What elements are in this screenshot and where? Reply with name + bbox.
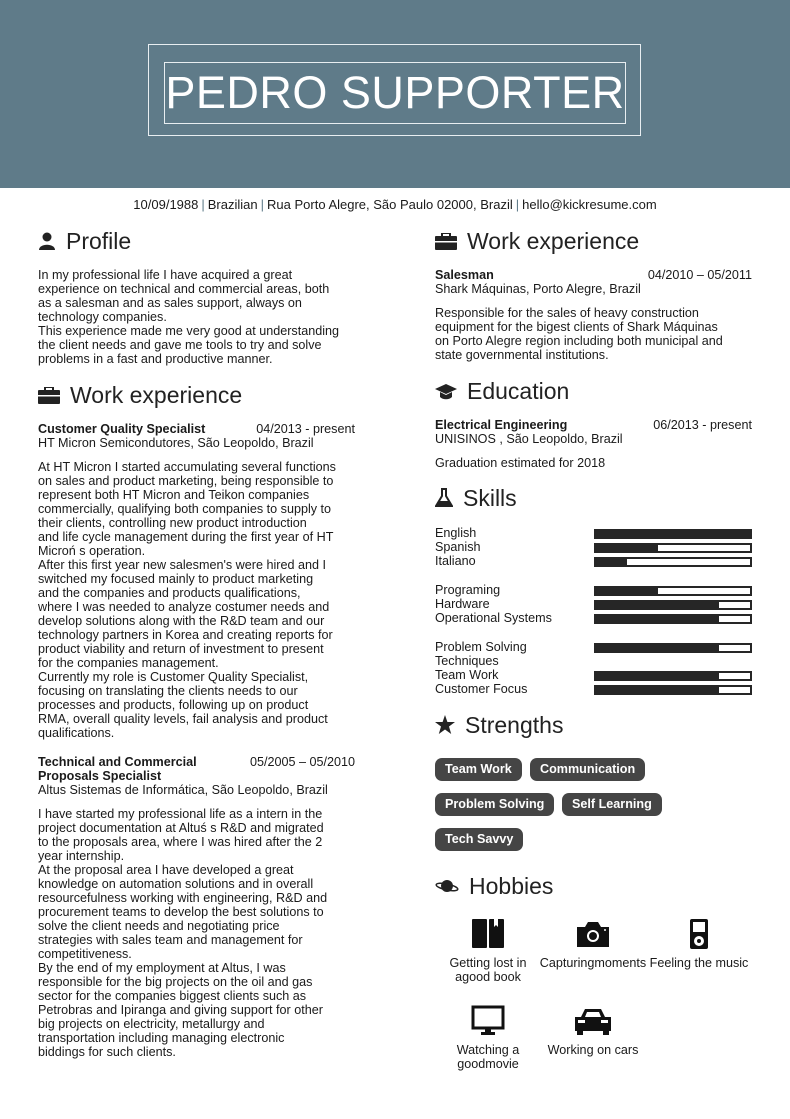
hobby-label: Getting lost in a [449, 956, 527, 984]
skill-label: Hardware [435, 597, 490, 611]
skill-level-bar [594, 586, 752, 596]
nationality: Brazilian [207, 197, 258, 212]
skill-name [435, 554, 476, 568]
work-title-right: Work experience [467, 227, 640, 254]
text-line: qualifications. [38, 726, 115, 740]
hobby-item [644, 918, 754, 970]
text-line: on Porto Alegre region including both municipal and [435, 334, 723, 348]
work-heading-left [38, 381, 242, 409]
text-line: solve the client needs and negotiating price [38, 919, 280, 933]
hobby-label: Working on cars [547, 1043, 639, 1057]
text-line: At the proposal area I have developed a great [38, 863, 294, 877]
text-line: commercially, qualifying both companies to supply to [38, 502, 332, 516]
skill-level-fill [596, 559, 627, 565]
text-line: sector for the companies biggest clients such as [38, 989, 307, 1003]
job-entry [38, 755, 355, 1059]
job-title: Customer Quality Specialist [38, 422, 206, 436]
job-dates: 05/2005 – 05/2010 [249, 755, 355, 769]
car-icon [573, 1005, 613, 1037]
text-line: as a salesman and as sales support, always on [38, 296, 302, 310]
skill-level-fill [596, 616, 719, 622]
skill-level-fill [596, 588, 658, 594]
skill-name [435, 682, 527, 696]
text-line: responsible for the big projects on the oil and gas [38, 975, 313, 989]
birth-date: 10/09/1988 [133, 197, 199, 212]
text-line: Currently my role is Customer Quality Specialist, [38, 670, 309, 684]
school: UNISINOS , São Leopoldo, Brazil [435, 432, 623, 446]
text-line: and the companies and products qualifications, [38, 586, 301, 600]
text-line: procurement teams to develop the best solutions to [38, 905, 324, 919]
text-line: strategies with sales team and management for [38, 933, 303, 947]
hobby-label: Feeling the music [649, 956, 749, 970]
hobbies-heading [435, 872, 553, 900]
job-description [38, 807, 355, 1059]
name-frame-inner [164, 62, 626, 124]
skill-label: Problem Solving [435, 640, 527, 654]
education-heading [435, 377, 569, 405]
skill-name [435, 597, 490, 611]
skill-level-fill [596, 673, 719, 679]
text-line: transportation including managing electronic [38, 1031, 285, 1045]
strength-tag: Problem Solving [435, 793, 554, 816]
book-icon [471, 918, 505, 950]
text-line: technology partners in Korea and creating reports for [38, 628, 333, 642]
profile-title: Profile [66, 227, 132, 254]
skills-heading [435, 484, 517, 512]
star-icon [435, 715, 455, 735]
text-line: project documentation at Altuś s R&D and migrated [38, 821, 324, 835]
hobby-item [433, 1005, 543, 1071]
job-dates: 04/2010 – 05/2011 [647, 268, 752, 282]
text-line: to the proposals area, where I was hired after the 2 [38, 835, 323, 849]
skill-name [435, 668, 498, 682]
email[interactable]: hello@kickresume.com [522, 197, 657, 212]
skill-label: Customer Focus [435, 682, 528, 696]
flask-icon [435, 488, 453, 508]
skill-level-bar [594, 643, 752, 653]
hobby-label: Capturing [539, 956, 595, 970]
candidate-name: PEDRO SUPPORTER [165, 67, 625, 118]
briefcase-icon [435, 233, 457, 250]
skill-name [435, 640, 527, 668]
profile-text [38, 268, 339, 366]
text-line: Responsible for the sales of heavy construction [435, 306, 699, 320]
skill-level-fill [596, 687, 719, 693]
text-line: biddings for such clients. [38, 1045, 176, 1059]
skills-title: Skills [463, 484, 517, 511]
skill-name [435, 611, 552, 625]
skill-label: Spanish [435, 540, 481, 554]
text-line: By the end of my employment at Altus, I was [38, 961, 286, 975]
strength-tag: Tech Savvy [435, 828, 523, 851]
text-line: year internship. [38, 849, 125, 863]
skill-label: Operational Systems [435, 611, 552, 625]
hobby-item [433, 918, 543, 984]
skill-level-fill [596, 545, 658, 551]
strength-tag: Team Work [435, 758, 522, 781]
music-player-icon [682, 918, 716, 950]
person-icon [38, 232, 56, 250]
text-line: equipment for the bigest clients of Shark Máquinas [435, 320, 718, 334]
job-description [435, 306, 752, 362]
text-line: RMA, overall quality levels, fail analysis and product [38, 712, 328, 726]
text-line: focusing on translating the clients needs to our [38, 684, 298, 698]
planet-icon [435, 878, 459, 894]
text-line: At HT Micron I started accumulating several functions [38, 460, 336, 474]
job-title: Salesman [435, 268, 494, 282]
text-line: Microń s operation. [38, 544, 146, 558]
text-line: their clients, controlling new product introduction [38, 516, 307, 530]
text-line: state governmental institutions. [435, 348, 609, 362]
text-line: knowledge on automation solutions and in overall [38, 877, 314, 891]
graduation-cap-icon [435, 383, 457, 400]
skill-level-bar [594, 671, 752, 681]
skill-label: Techniques [435, 654, 499, 668]
hobby-item [538, 918, 648, 970]
skill-level-bar [594, 529, 752, 539]
address: Rua Porto Alegre, São Paulo 02000, Brazil [267, 197, 513, 212]
skill-label: Programing [435, 583, 501, 597]
skill-name [435, 526, 476, 540]
strengths-title: Strengths [465, 711, 564, 738]
job-entry [38, 422, 355, 740]
monitor-icon [471, 1005, 505, 1037]
skill-level-bar [594, 557, 752, 567]
skill-label: Italiano [435, 554, 476, 568]
text-line: and life cycle management during the first year of HT [38, 530, 334, 544]
hobby-label: Watching a good [456, 1043, 520, 1071]
header-banner [0, 0, 790, 188]
strength-tag: Self Learning [562, 793, 662, 816]
text-line: experience on technical and commercial areas, both [38, 282, 330, 296]
job-title-cont: Proposals Specialist [38, 769, 162, 783]
work-heading-right [435, 227, 639, 255]
skill-level-fill [596, 645, 719, 651]
strength-tag: Communication [530, 758, 645, 781]
camera-icon [576, 918, 610, 950]
skill-label: Team Work [435, 668, 499, 682]
hobby-item [538, 1005, 648, 1057]
work-title-left: Work experience [70, 381, 243, 408]
text-line: resourcefulness working with engineering, R&D and [38, 891, 328, 905]
skill-level-bar [594, 600, 752, 610]
job-dates: 04/2013 - present [256, 422, 355, 436]
skill-level-bar [594, 543, 752, 553]
education-entry [435, 418, 752, 470]
skill-label: English [435, 526, 477, 540]
text-line: This experience made me very good at understanding [38, 324, 340, 338]
skill-level-fill [596, 602, 719, 608]
text-line: switched my focused mainly to product marketing [38, 572, 314, 586]
text-line: the client needs and gave me tools to try and solve [38, 338, 322, 352]
text-line: competitiveness. [38, 947, 132, 961]
text-line: develop solutions along with the R&D team and our [38, 614, 325, 628]
contact-line: 10/09/1988 | Brazilian | Rua Porto Alegre, São Paulo 02000, Brazil | hello@kickresume.com [133, 197, 657, 212]
education-title: Education [467, 377, 570, 404]
text-line: represent both HT Micron and Teikon companies [38, 488, 310, 502]
education-note: Graduation estimated for 2018 [435, 456, 606, 470]
hobby-label: moments [594, 956, 647, 970]
job-entry [435, 268, 752, 362]
skill-name [435, 583, 500, 597]
job-title: Technical and Commercial [38, 755, 197, 769]
skill-level-bar [594, 614, 752, 624]
strengths-heading [435, 711, 563, 739]
text-line: Petrobras and Ipiranga and giving support for other [38, 1003, 323, 1017]
text-line: product viability and return of investment to present [38, 642, 324, 656]
job-company: Shark Máquinas, Porto Alegre, Brazil [435, 282, 641, 296]
skill-name [435, 540, 481, 554]
text-line: where I was needed to analyze costumer needs and [38, 600, 330, 614]
text-line: I have started my professional life as a intern in the [38, 807, 323, 821]
text-line: technology companies. [38, 310, 167, 324]
job-description [38, 460, 355, 740]
text-line: for the companies management. [38, 656, 219, 670]
text-line: processes and products, following up on product [38, 698, 309, 712]
job-company: HT Micron Semicondutores, São Leopoldo, Brazil [38, 436, 314, 450]
degree: Electrical Engineering [435, 418, 568, 432]
profile-heading [38, 227, 131, 255]
hobbies-title: Hobbies [469, 872, 554, 899]
text-line: problems in a fast and productive manner. [38, 352, 273, 366]
text-line: After this first year new salesmen's were hired and I [38, 558, 326, 572]
briefcase-icon [38, 387, 60, 404]
text-line: on sales and product marketing, being responsible to [38, 474, 334, 488]
hobby-label: movie [485, 1057, 519, 1071]
education-dates: 06/2013 - present [653, 418, 752, 432]
hobby-label: good book [462, 970, 521, 984]
text-line: big projects on electricity, metallurgy and [38, 1017, 265, 1031]
text-line: In my professional life I have acquired a great [38, 268, 293, 282]
skill-level-bar [594, 685, 752, 695]
skill-level-fill [596, 531, 750, 537]
job-company: Altus Sistemas de Informática, São Leopoldo, Brazil [38, 783, 328, 797]
